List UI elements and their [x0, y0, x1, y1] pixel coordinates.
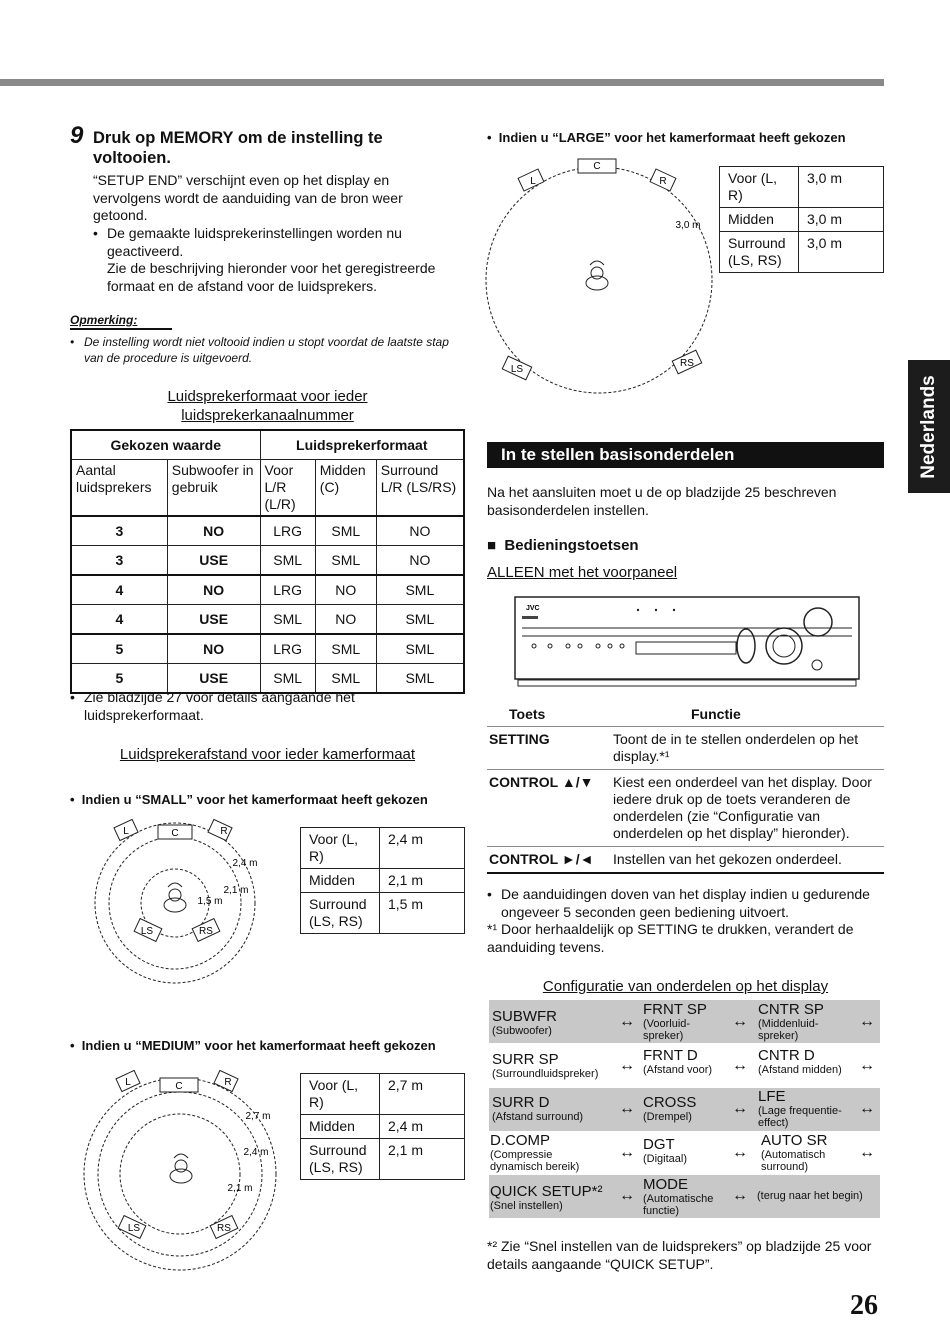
config-item-name: FRNT D [643, 1047, 698, 1064]
front-panel-illustration [514, 596, 862, 688]
config-item-name: AUTO SR [761, 1132, 828, 1149]
speaker-format-caption-line1: Luidsprekerformaat voor ieder [167, 388, 368, 405]
spk-rs: RS [680, 358, 694, 369]
config-item [758, 1089, 858, 1129]
head-format: Luidsprekerformaat [260, 430, 464, 460]
config-item-desc: (Subwoofer) [492, 1025, 552, 1037]
room-small-title-text: Indien u “SMALL” voor het kamerformaat heeft gekozen [81, 792, 428, 807]
top-rule [0, 79, 884, 86]
display-note-text: De aanduidingen doven van het display indien u gedurende ongeveer 5 seconden geen bediening uitvoert. [501, 886, 870, 920]
cell: SML [376, 605, 464, 635]
config-item-name: CNTR SP [758, 1001, 824, 1018]
cell: 5 [71, 664, 167, 694]
config-item-desc: (Surroundluidspreker) [492, 1068, 599, 1080]
config-item-desc: (Afstand midden) [758, 1064, 842, 1076]
config-item [492, 1009, 557, 1037]
function-table [487, 702, 884, 874]
double-arrow-icon: ↔ [732, 1187, 748, 1204]
front-panel-label: ALLEEN met het voorpaneel [487, 564, 678, 581]
double-arrow-icon: ↔ [619, 1100, 635, 1117]
speaker-format-caption-line2: luidsprekerkanaalnummer [181, 407, 354, 424]
cell: NO [315, 605, 376, 635]
cell: 3 [71, 516, 167, 546]
room-large-title: • Indien u “LARGE” voor het kamerformaat heeft gekozen [487, 130, 846, 145]
step-bullet-cont: Zie de beschrijving hieronder voor het geregistreerde formaat en de afstand voor de luidsprekers. [107, 260, 436, 294]
double-arrow-icon: ↔ [859, 1013, 875, 1030]
spk-r: R [224, 1077, 232, 1088]
double-arrow-icon: ↔ [732, 1013, 748, 1030]
subhead: Subwoofer in gebruik [167, 460, 260, 517]
note-label: Opmerking: [70, 313, 138, 327]
language-tab-label: Nederlands [918, 374, 939, 479]
cell: Surround (LS, RS) [301, 893, 380, 934]
head-func: Functie [611, 702, 884, 727]
cell: Surround (LS, RS) [720, 232, 799, 273]
spk-l: L [123, 826, 129, 837]
double-arrow-icon: ↔ [859, 1057, 875, 1074]
step-bullet: • De gemaakte luidsprekerinstellingen worden nu geactiveerd. Zie de beschrijving hieronder voor het geregistreerde formaat en de afstand voor de luidsprekers. [93, 225, 458, 295]
cell: Toont de in te stellen onderdelen op het display.*¹ [611, 727, 884, 770]
cell: 3 [71, 546, 167, 576]
room-medium-title-text: Indien u “MEDIUM” voor het kamerformaat heeft gekozen [81, 1038, 436, 1053]
cell: 3,0 m [799, 167, 884, 208]
config-item-desc: (Lage frequentie-effect) [758, 1105, 842, 1129]
cell: USE [167, 546, 260, 576]
config-item [643, 1002, 731, 1042]
listener-icon [164, 883, 186, 912]
cell: 2,7 m [380, 1074, 465, 1115]
dist-mid: 2,4 m [243, 1147, 269, 1158]
cell: SML [376, 634, 464, 664]
double-arrow-icon: ↔ [732, 1100, 748, 1117]
cell: NO [167, 516, 260, 546]
spk-c: C [171, 828, 179, 839]
config-item [761, 1133, 851, 1173]
table-row [71, 516, 464, 546]
double-arrow-icon: ↔ [619, 1013, 635, 1030]
config-item-desc: (Middenluid- spreker) [758, 1018, 819, 1042]
cell: Voor (L, R) [720, 167, 799, 208]
config-item [758, 1048, 842, 1076]
config-item-desc: (Drempel) [643, 1111, 692, 1123]
cell: USE [167, 664, 260, 694]
cell: SML [376, 575, 464, 605]
cell: LRG [260, 575, 315, 605]
double-arrow-icon: ↔ [732, 1144, 748, 1161]
small-room-diagram [80, 815, 290, 985]
cell: 5 [71, 634, 167, 664]
medium-table [300, 1073, 465, 1180]
cell: USE [167, 605, 260, 635]
config-item-name: SUBWFR [492, 1008, 557, 1025]
cell: Midden [301, 1115, 380, 1139]
brand-logo: JVC [526, 605, 540, 612]
footnote-2: *² Zie “Snel instellen van de luidsprekers” op bladzijde 25 voor details aangaande “QUICK SETUP”. [487, 1238, 872, 1272]
step-title: Druk op MEMORY om de instelling te voltooien. [93, 129, 383, 167]
config-item [757, 1190, 863, 1202]
cell: CONTROL ►/◄ [487, 847, 611, 874]
step-number: 9 [70, 122, 84, 149]
subhead: Surround L/R (LS/RS) [376, 460, 464, 517]
cell: SETTING [487, 727, 611, 770]
cell: Surround (LS, RS) [301, 1139, 380, 1180]
double-arrow-icon: ↔ [619, 1057, 635, 1074]
config-item-name: SURR SP [492, 1051, 559, 1068]
config-item-desc: (Voorluid- spreker) [643, 1018, 691, 1042]
cell: Instellen van het gekozen onderdeel. [611, 847, 884, 874]
format-note-text: Zie bladzijde 27 voor details aangaande het luidsprekerformaat. [84, 689, 355, 723]
cell: LRG [260, 516, 315, 546]
cell: SML [260, 605, 315, 635]
config-item-name: CNTR D [758, 1047, 815, 1064]
section-title: In te stellen basisonderdelen [487, 442, 884, 468]
medium-room-diagram [78, 1062, 293, 1272]
dist-inner: 2,1 m [227, 1183, 253, 1194]
footnote-1: *¹ Door herhaaldelijk op SETTING te drukken, verandert de aanduiding tevens. [487, 921, 854, 955]
cell: Voor (L, R) [301, 1074, 380, 1115]
cell: 4 [71, 605, 167, 635]
spk-ls: LS [140, 926, 154, 937]
double-arrow-icon: ↔ [619, 1144, 635, 1161]
spk-rs: RS [199, 926, 213, 937]
config-item-desc: (Digitaal) [643, 1153, 688, 1165]
config-caption: Configuratie van onderdelen op het display [542, 978, 829, 995]
spk-ls: LS [127, 1223, 141, 1234]
display-note: • De aanduidingen doven van het display indien u gedurende ongeveer 5 seconden geen bediening uitvoert. [487, 886, 884, 921]
spk-r: R [220, 826, 228, 837]
cell: 3,0 m [799, 232, 884, 273]
cell: SML [260, 664, 315, 694]
cell: SML [315, 664, 376, 694]
cell: Kiest een onderdeel van het display. Door iedere druk op de toets veranderen de onderdelen (zie “Configuratie van onderdelen op het display” hieronder). [611, 770, 884, 847]
note-underline [70, 328, 172, 330]
config-item-name: DGT [643, 1136, 675, 1153]
config-item-name: QUICK SETUP*² [490, 1183, 603, 1200]
config-item [643, 1048, 712, 1076]
large-table [719, 166, 884, 273]
step-paragraph: “SETUP END” verschijnt even op het display en vervolgens wordt de aanduiding van de bron weer getoond. [93, 172, 403, 223]
cell: Midden [301, 869, 380, 893]
cell: 2,4 m [380, 1115, 465, 1139]
subhead: Voor L/R (L/R) [260, 460, 315, 517]
double-arrow-icon: ↔ [619, 1187, 635, 1204]
double-arrow-icon: ↔ [732, 1057, 748, 1074]
cell: 1,5 m [380, 893, 465, 934]
cell: SML [315, 516, 376, 546]
cell: SML [315, 546, 376, 576]
dist-large: 3,0 m [675, 220, 701, 231]
table-row [71, 634, 464, 664]
large-room-diagram [482, 155, 718, 395]
room-medium-title: • Indien u “MEDIUM” voor het kamerformaat heeft gekozen [70, 1038, 436, 1053]
basic-intro: Na het aansluiten moet u de op bladzijde 25 beschreven basisonderdelen instellen. [487, 484, 837, 518]
config-item-name: CROSS [643, 1094, 697, 1111]
double-arrow-icon: ↔ [859, 1144, 875, 1161]
room-large-title-text: Indien u “LARGE” voor het kamerformaat heeft gekozen [498, 130, 846, 145]
cell: NO [376, 516, 464, 546]
note-text: De instelling wordt niet voltooid indien u stopt voordat de laatste stap van de procedure is uitgevoerd. [84, 335, 449, 365]
cell: CONTROL ▲/▼ [487, 770, 611, 847]
subhead: Midden (C) [315, 460, 376, 517]
head-key: Toets [487, 702, 611, 727]
dist-inner: 1,5 m [197, 896, 223, 907]
dist-mid: 2,1 m [223, 885, 249, 896]
config-item-desc: (Automatische functie) [643, 1193, 714, 1217]
cell: NO [376, 546, 464, 576]
config-item-name: MODE [643, 1176, 688, 1193]
listener-icon [170, 1154, 192, 1183]
config-item-desc: (Afstand voor) [643, 1064, 713, 1076]
config-item-desc: (Afstand surround) [492, 1111, 584, 1123]
controls-heading: ■ Bedieningstoetsen [487, 537, 639, 554]
step-bullet-text: De gemaakte luidsprekerinstellingen worden nu geactiveerd. [107, 225, 402, 259]
listener-icon [586, 261, 608, 290]
spk-c: C [593, 161, 601, 172]
cell: LRG [260, 634, 315, 664]
cell: NO [167, 575, 260, 605]
table-row [487, 770, 884, 847]
config-item-name: D.COMP [490, 1132, 550, 1149]
language-tab [908, 360, 950, 493]
config-item-desc: (Automatisch surround) [761, 1149, 826, 1173]
config-item [490, 1133, 605, 1173]
config-item [492, 1052, 598, 1080]
config-item-name: FRNT SP [643, 1001, 707, 1018]
cell: NO [315, 575, 376, 605]
cell: 2,4 m [380, 828, 465, 869]
cell: 2,1 m [380, 869, 465, 893]
dist-outer: 2,4 m [232, 858, 258, 869]
room-small-title: • Indien u “SMALL” voor het kamerformaat heeft gekozen [70, 792, 428, 807]
table-row [71, 605, 464, 635]
spk-l: L [125, 1077, 131, 1088]
config-item [643, 1137, 687, 1165]
dist-outer: 2,7 m [245, 1111, 271, 1122]
small-table [300, 827, 465, 934]
spk-r: R [659, 176, 667, 187]
spk-ls: LS [510, 364, 524, 375]
table-row [487, 847, 884, 874]
subhead: Aantal luidsprekers [71, 460, 167, 517]
cell: Midden [720, 208, 799, 232]
config-item-desc: (Snel instellen) [490, 1200, 563, 1212]
format-note: • Zie bladzijde 27 voor details aangaande het luidsprekerformaat. [70, 689, 465, 724]
cell: 2,1 m [380, 1139, 465, 1180]
cell: Voor (L, R) [301, 828, 380, 869]
head-selected: Gekozen waarde [71, 430, 260, 460]
config-item [492, 1095, 583, 1123]
cell: SML [315, 634, 376, 664]
config-item [643, 1177, 728, 1217]
spk-c: C [175, 1081, 183, 1092]
config-item-name: LFE [758, 1088, 786, 1105]
cell: SML [260, 546, 315, 576]
distance-caption: Luidsprekerafstand voor ieder kamerformaat [119, 746, 416, 763]
cell: SML [376, 664, 464, 694]
config-item [643, 1095, 696, 1123]
double-arrow-icon: ↔ [859, 1100, 875, 1117]
note: • De instelling wordt niet voltooid indien u stopt voordat de laatste stap van de procedure is uitgevoerd. [70, 334, 455, 366]
spk-l: L [530, 176, 536, 187]
config-item [758, 1002, 853, 1042]
table-row [71, 546, 464, 576]
speaker-format-table [70, 429, 465, 694]
config-item-desc: (Compressie dynamisch bereik) [490, 1149, 580, 1173]
table-row [71, 575, 464, 605]
speaker-format-caption [70, 387, 465, 425]
controls-heading-text: Bedieningstoetsen [504, 537, 639, 554]
page-number: 26 [850, 1290, 878, 1321]
config-item-name: SURR D [492, 1094, 550, 1111]
config-item [490, 1184, 603, 1212]
config-grid [489, 1000, 880, 1218]
cell: 3,0 m [799, 208, 884, 232]
config-item-desc: (terug naar het begin) [757, 1190, 863, 1202]
cell: 4 [71, 575, 167, 605]
table-row [487, 727, 884, 770]
cell: NO [167, 634, 260, 664]
spk-rs: RS [217, 1223, 231, 1234]
